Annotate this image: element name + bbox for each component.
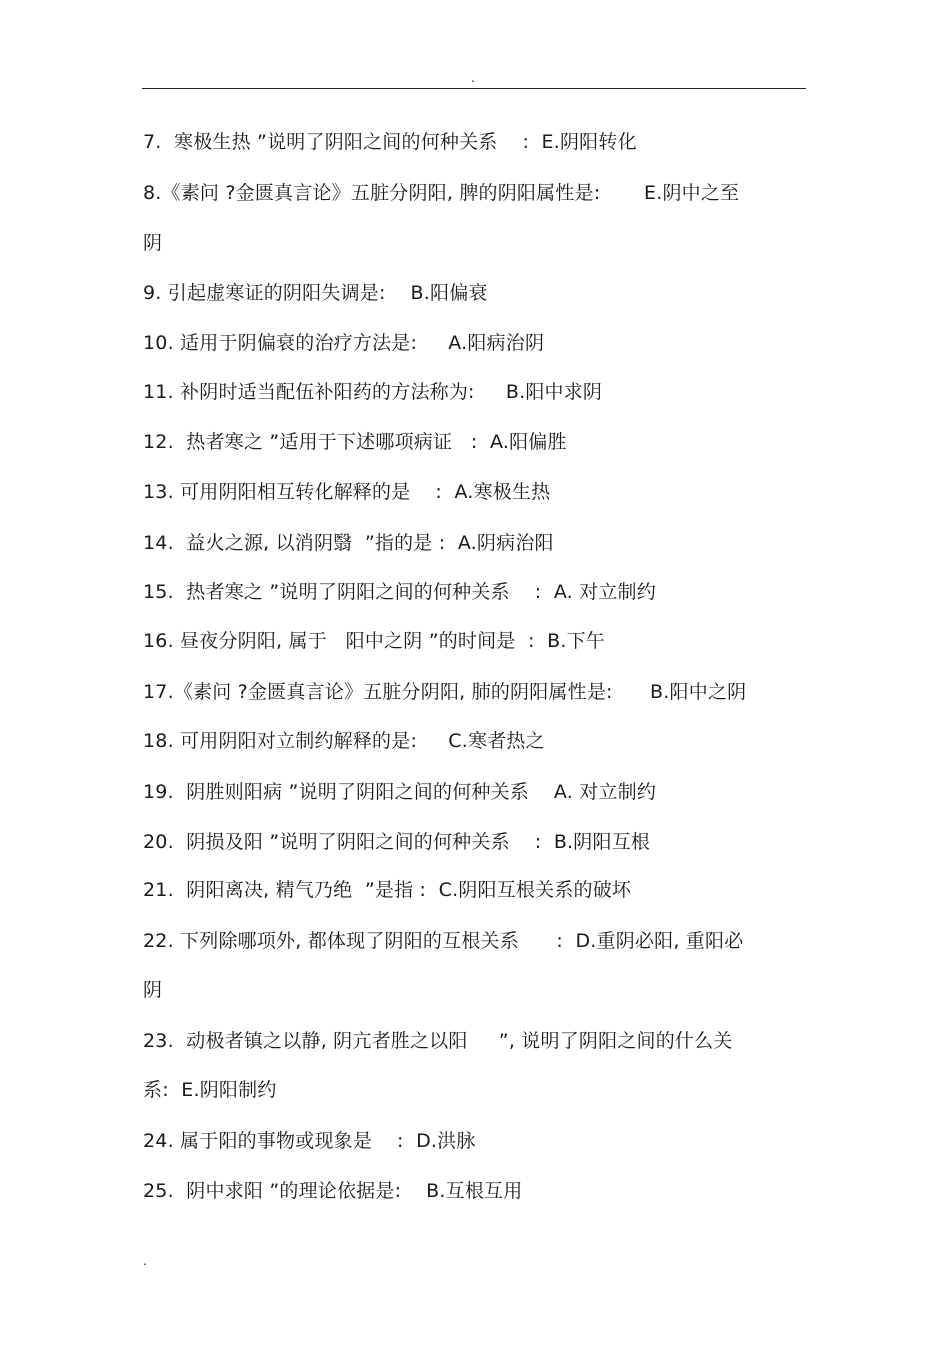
text-line: 13. 可用阴阳相互转化解释的是 : A.寒极生热 bbox=[143, 481, 551, 503]
text-line: 17.《素问 ?金匮真言论》五脏分阴阳, 肺的阴阳属性是: B.阳中之阴 bbox=[143, 681, 747, 703]
text-line: 23. 动极者镇之以静, 阴亢者胜之以阳 ”, 说明了阴阳之间的什么关 bbox=[143, 1030, 733, 1052]
text-line: 22. 下列除哪项外, 都体现了阴阳的互根关系 : D.重阴必阳, 重阳必 bbox=[143, 930, 744, 952]
header-rule bbox=[142, 88, 806, 89]
text-line: 10. 适用于阴偏衰的治疗方法是: A.阳病治阴 bbox=[143, 332, 545, 354]
text-line: 18. 可用阴阳对立制约解释的是: C.寒者热之 bbox=[143, 730, 545, 752]
text-line: 16. 昼夜分阴阳, 属于 阳中之阴 ”的时间是 : B.下午 bbox=[143, 630, 605, 652]
footer-mark: . bbox=[143, 1254, 147, 1268]
text-line: 8.《素问 ?金匮真言论》五脏分阴阳, 脾的阴阳属性是: E.阴中之至 bbox=[143, 182, 740, 204]
text-line: 系: E.阴阳制约 bbox=[143, 1079, 277, 1101]
text-line: 11. 补阴时适当配伍补阳药的方法称为: B.阳中求阴 bbox=[143, 381, 603, 403]
text-line: 20. 阴损及阳 ”说明了阴阳之间的何种关系 : B.阴阳互根 bbox=[143, 831, 651, 853]
text-line: 7. 寒极生热 ”说明了阴阳之间的何种关系 : E.阴阳转化 bbox=[143, 131, 637, 153]
text-line: 12. 热者寒之 ”适用于下述哪项病证 : A.阳偏胜 bbox=[143, 431, 567, 453]
text-line: 19. 阴胜则阳病 ”说明了阴阳之间的何种关系 A. 对立制约 bbox=[143, 781, 657, 803]
text-line: 15. 热者寒之 ”说明了阴阳之间的何种关系 : A. 对立制约 bbox=[143, 581, 656, 603]
text-line: 9. 引起虚寒证的阴阳失调是: B.阳偏衰 bbox=[143, 282, 488, 304]
text-line: 阴 bbox=[143, 979, 163, 1001]
text-line: 阴 bbox=[143, 232, 163, 254]
text-line: 21. 阴阳离决, 精气乃绝 ”是指 : C.阴阳互根关系的破坏 bbox=[143, 879, 632, 901]
text-line: 14. 益火之源, 以消阴翳 ”指的是 : A.阴病治阳 bbox=[143, 532, 554, 554]
text-line: 24. 属于阳的事物或现象是 : D.洪脉 bbox=[143, 1130, 476, 1152]
header-mark: . bbox=[471, 71, 475, 85]
text-line: 25. 阴中求阳 ”的理论依据是: B.互根互用 bbox=[143, 1180, 523, 1202]
